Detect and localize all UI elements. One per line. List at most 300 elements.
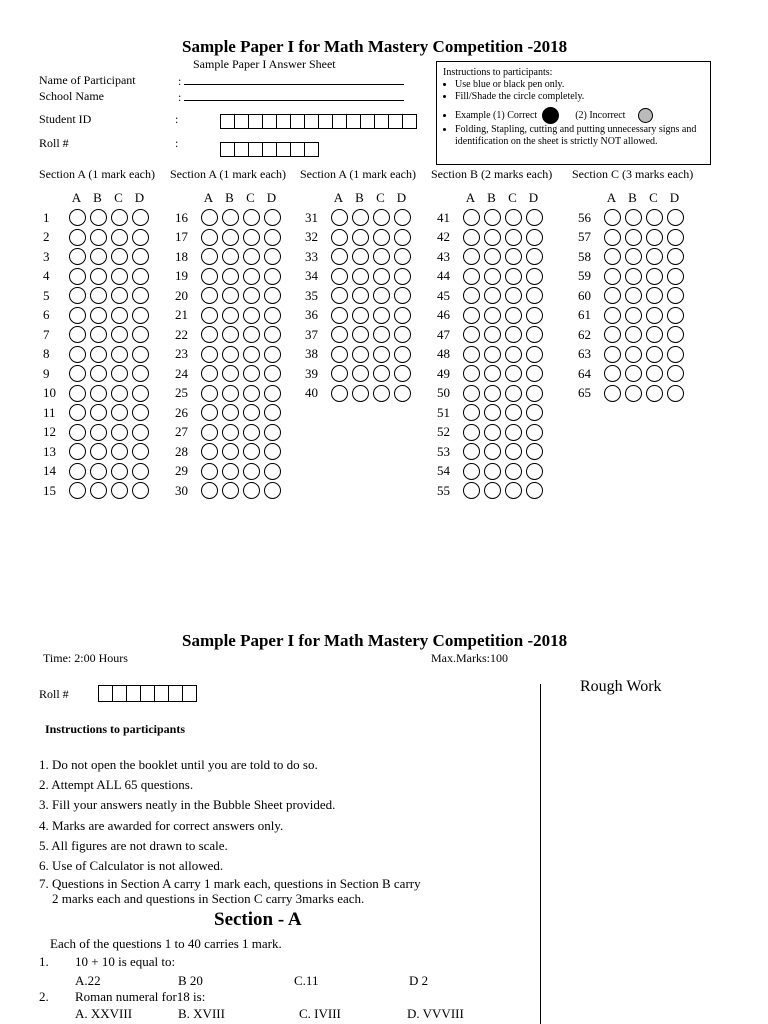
answer-bubble[interactable] xyxy=(625,287,642,304)
answer-bubble[interactable] xyxy=(69,268,86,285)
answer-bubble[interactable] xyxy=(90,365,107,382)
answer-bubble[interactable] xyxy=(69,326,86,343)
bubble-column xyxy=(175,190,281,501)
answer-bubble[interactable] xyxy=(69,248,86,265)
name-field[interactable] xyxy=(178,73,404,89)
answer-bubble[interactable] xyxy=(604,326,621,343)
answer-bubble[interactable] xyxy=(667,229,684,246)
answer-bubble[interactable] xyxy=(331,268,348,285)
answer-bubble[interactable] xyxy=(243,346,260,363)
answer-bubble[interactable] xyxy=(352,209,369,226)
answer-bubble[interactable] xyxy=(352,326,369,343)
answer-bubble[interactable] xyxy=(222,482,239,499)
answer-bubble[interactable] xyxy=(243,287,260,304)
answer-bubble[interactable] xyxy=(111,248,128,265)
answer-bubble[interactable] xyxy=(331,248,348,265)
answer-bubble[interactable] xyxy=(505,365,522,382)
answer-bubble[interactable] xyxy=(625,248,642,265)
answer-bubble[interactable] xyxy=(625,209,642,226)
answer-bubble[interactable] xyxy=(394,385,411,402)
section-a-title: Section - A xyxy=(214,909,302,930)
answer-bubble[interactable] xyxy=(604,287,621,304)
answer-bubble[interactable] xyxy=(526,307,543,324)
answer-bubble[interactable] xyxy=(264,307,281,324)
answer-bubble[interactable] xyxy=(331,287,348,304)
answer-bubble[interactable] xyxy=(90,229,107,246)
answer-bubble[interactable] xyxy=(132,463,149,480)
answer-bubble[interactable] xyxy=(646,268,663,285)
answer-bubble[interactable] xyxy=(264,229,281,246)
answer-bubble[interactable] xyxy=(526,463,543,480)
answer-bubble[interactable] xyxy=(243,424,260,441)
answer-bubble[interactable] xyxy=(505,307,522,324)
answer-bubble[interactable] xyxy=(373,248,390,265)
answer-row xyxy=(437,403,543,423)
answer-sheet-subtitle: Sample Paper I Answer Sheet xyxy=(193,57,336,71)
answer-bubble[interactable] xyxy=(201,482,218,499)
incorrect-mark-icon xyxy=(638,108,653,123)
answer-bubble[interactable] xyxy=(373,365,390,382)
answer-row xyxy=(175,345,281,365)
answer-bubble[interactable] xyxy=(394,229,411,246)
answer-row xyxy=(305,208,411,228)
answer-bubble[interactable] xyxy=(667,346,684,363)
option-letter: B xyxy=(355,190,364,205)
roll-boxes[interactable] xyxy=(220,142,318,157)
answer-bubble[interactable] xyxy=(463,209,480,226)
answer-bubble[interactable] xyxy=(604,346,621,363)
student-id-boxes[interactable] xyxy=(220,114,416,129)
answer-bubble[interactable] xyxy=(667,248,684,265)
answer-bubble[interactable] xyxy=(222,365,239,382)
answer-bubble[interactable] xyxy=(201,307,218,324)
answer-bubble[interactable] xyxy=(111,424,128,441)
answer-bubble[interactable] xyxy=(604,229,621,246)
answer-bubble[interactable] xyxy=(69,424,86,441)
answer-bubble[interactable] xyxy=(69,307,86,324)
answer-bubble[interactable] xyxy=(667,209,684,226)
answer-bubble[interactable] xyxy=(222,404,239,421)
answer-bubble[interactable] xyxy=(505,209,522,226)
answer-bubble[interactable] xyxy=(505,248,522,265)
answer-bubble[interactable] xyxy=(505,463,522,480)
answer-bubble[interactable] xyxy=(484,424,501,441)
answer-bubble[interactable] xyxy=(463,346,480,363)
answer-bubble[interactable] xyxy=(373,346,390,363)
answer-bubble[interactable] xyxy=(484,443,501,460)
answer-bubble[interactable] xyxy=(331,307,348,324)
answer-row xyxy=(175,403,281,423)
answer-bubble[interactable] xyxy=(667,287,684,304)
answer-bubble[interactable] xyxy=(264,482,281,499)
answer-bubble[interactable] xyxy=(243,365,260,382)
answer-bubble[interactable] xyxy=(132,424,149,441)
option-letter: A xyxy=(203,190,214,205)
answer-bubble[interactable] xyxy=(646,248,663,265)
answer-bubble[interactable] xyxy=(505,482,522,499)
answer-bubble[interactable] xyxy=(201,209,218,226)
answer-bubble[interactable] xyxy=(484,346,501,363)
answer-bubble[interactable] xyxy=(667,268,684,285)
answer-bubble[interactable] xyxy=(373,268,390,285)
answer-bubble[interactable] xyxy=(505,287,522,304)
answer-bubble[interactable] xyxy=(484,404,501,421)
answer-bubble[interactable] xyxy=(201,268,218,285)
answer-bubble[interactable] xyxy=(484,287,501,304)
answer-bubble[interactable] xyxy=(484,463,501,480)
answer-bubble[interactable] xyxy=(111,268,128,285)
answer-bubble[interactable] xyxy=(243,443,260,460)
answer-bubble[interactable] xyxy=(625,346,642,363)
answer-bubble[interactable] xyxy=(111,326,128,343)
answer-bubble[interactable] xyxy=(526,229,543,246)
answer-bubble[interactable] xyxy=(505,346,522,363)
answer-bubble[interactable] xyxy=(111,443,128,460)
answer-bubble[interactable] xyxy=(243,268,260,285)
answer-bubble[interactable] xyxy=(222,385,239,402)
answer-bubble[interactable] xyxy=(526,287,543,304)
question-number: 45 xyxy=(437,287,450,303)
answer-bubble[interactable] xyxy=(394,268,411,285)
answer-bubble[interactable] xyxy=(222,287,239,304)
answer-bubble[interactable] xyxy=(667,385,684,402)
answer-bubble[interactable] xyxy=(111,463,128,480)
answer-bubble[interactable] xyxy=(201,229,218,246)
answer-bubble[interactable] xyxy=(222,463,239,480)
answer-bubble[interactable] xyxy=(111,365,128,382)
answer-bubble[interactable] xyxy=(69,385,86,402)
answer-bubble[interactable] xyxy=(264,365,281,382)
answer-bubble[interactable] xyxy=(352,365,369,382)
answer-bubble[interactable] xyxy=(667,307,684,324)
answer-bubble[interactable] xyxy=(132,307,149,324)
answer-bubble[interactable] xyxy=(526,365,543,382)
answer-bubble[interactable] xyxy=(132,268,149,285)
answer-bubble[interactable] xyxy=(373,307,390,324)
answer-row xyxy=(175,325,281,345)
question-number: 1. xyxy=(39,954,49,969)
answer-bubble[interactable] xyxy=(646,346,663,363)
answer-bubble[interactable] xyxy=(463,229,480,246)
answer-bubble[interactable] xyxy=(373,326,390,343)
answer-bubble[interactable] xyxy=(69,404,86,421)
answer-bubble[interactable] xyxy=(132,346,149,363)
answer-bubble[interactable] xyxy=(394,326,411,343)
answer-bubble[interactable] xyxy=(373,385,390,402)
answer-bubble[interactable] xyxy=(69,482,86,499)
answer-bubble[interactable] xyxy=(90,463,107,480)
answer-bubble[interactable] xyxy=(604,209,621,226)
answer-bubble[interactable] xyxy=(201,404,218,421)
answer-bubble[interactable] xyxy=(463,463,480,480)
answer-bubble[interactable] xyxy=(132,482,149,499)
answer-bubble[interactable] xyxy=(222,346,239,363)
answer-bubble[interactable] xyxy=(625,268,642,285)
student-id-label: Student ID xyxy=(39,112,92,126)
answer-bubble[interactable] xyxy=(331,385,348,402)
answer-bubble[interactable] xyxy=(463,443,480,460)
answer-bubble[interactable] xyxy=(69,287,86,304)
answer-bubble[interactable] xyxy=(132,287,149,304)
question-number: 31 xyxy=(305,209,318,225)
answer-bubble[interactable] xyxy=(604,248,621,265)
answer-bubble[interactable] xyxy=(373,229,390,246)
answer-row xyxy=(43,442,149,462)
answer-bubble[interactable] xyxy=(484,248,501,265)
answer-bubble[interactable] xyxy=(463,248,480,265)
answer-bubble[interactable] xyxy=(373,209,390,226)
answer-bubble[interactable] xyxy=(646,326,663,343)
answer-bubble[interactable] xyxy=(625,307,642,324)
answer-bubble[interactable] xyxy=(201,248,218,265)
answer-bubble[interactable] xyxy=(69,209,86,226)
answer-bubble[interactable] xyxy=(201,287,218,304)
answer-row xyxy=(437,481,543,501)
answer-bubble[interactable] xyxy=(625,229,642,246)
answer-bubble[interactable] xyxy=(463,404,480,421)
answer-bubble[interactable] xyxy=(646,209,663,226)
answer-bubble[interactable] xyxy=(463,326,480,343)
answer-bubble[interactable] xyxy=(111,287,128,304)
answer-bubble[interactable] xyxy=(132,248,149,265)
question-number: 63 xyxy=(578,346,591,362)
answer-bubble[interactable] xyxy=(646,365,663,382)
answer-bubble[interactable] xyxy=(331,209,348,226)
answer-bubble[interactable] xyxy=(484,365,501,382)
answer-bubble[interactable] xyxy=(526,268,543,285)
answer-bubble[interactable] xyxy=(264,209,281,226)
answer-bubble[interactable] xyxy=(243,482,260,499)
answer-bubble[interactable] xyxy=(222,326,239,343)
answer-bubble[interactable] xyxy=(604,268,621,285)
answer-bubble[interactable] xyxy=(69,443,86,460)
answer-bubble[interactable] xyxy=(69,463,86,480)
answer-bubble[interactable] xyxy=(111,385,128,402)
answer-bubble[interactable] xyxy=(222,307,239,324)
answer-bubble[interactable] xyxy=(352,346,369,363)
answer-bubble[interactable] xyxy=(243,326,260,343)
answer-bubble[interactable] xyxy=(463,482,480,499)
answer-bubble[interactable] xyxy=(264,248,281,265)
answer-bubble[interactable] xyxy=(505,404,522,421)
answer-bubble[interactable] xyxy=(201,365,218,382)
answer-bubble[interactable] xyxy=(484,326,501,343)
answer-bubble[interactable] xyxy=(604,385,621,402)
answer-bubble[interactable] xyxy=(243,307,260,324)
answer-bubble[interactable] xyxy=(243,229,260,246)
answer-bubble[interactable] xyxy=(394,248,411,265)
answer-bubble[interactable] xyxy=(201,346,218,363)
answer-bubble[interactable] xyxy=(331,229,348,246)
answer-bubble[interactable] xyxy=(90,443,107,460)
answer-bubble[interactable] xyxy=(222,248,239,265)
section-header: Section A (1 mark each) xyxy=(39,167,155,181)
answer-bubble[interactable] xyxy=(201,326,218,343)
answer-bubble[interactable] xyxy=(463,287,480,304)
answer-bubble[interactable] xyxy=(667,326,684,343)
answer-bubble[interactable] xyxy=(243,209,260,226)
answer-bubble[interactable] xyxy=(646,307,663,324)
answer-bubble[interactable] xyxy=(352,268,369,285)
answer-bubble[interactable] xyxy=(222,443,239,460)
answer-bubble[interactable] xyxy=(69,365,86,382)
answer-bubble[interactable] xyxy=(90,287,107,304)
answer-bubble[interactable] xyxy=(90,268,107,285)
answer-bubble[interactable] xyxy=(132,385,149,402)
answer-bubble[interactable] xyxy=(111,229,128,246)
question-number: 7 xyxy=(43,326,50,342)
answer-bubble[interactable] xyxy=(352,287,369,304)
answer-bubble[interactable] xyxy=(463,385,480,402)
answer-bubble[interactable] xyxy=(264,443,281,460)
answer-bubble[interactable] xyxy=(90,326,107,343)
section-header: Section A (1 mark each) xyxy=(170,167,286,181)
answer-bubble[interactable] xyxy=(352,385,369,402)
answer-bubble[interactable] xyxy=(526,385,543,402)
answer-bubble[interactable] xyxy=(625,365,642,382)
answer-bubble[interactable] xyxy=(201,463,218,480)
answer-bubble[interactable] xyxy=(394,346,411,363)
answer-bubble[interactable] xyxy=(526,424,543,441)
answer-bubble[interactable] xyxy=(132,229,149,246)
answer-bubble[interactable] xyxy=(505,424,522,441)
answer-bubble[interactable] xyxy=(505,326,522,343)
answer-bubble[interactable] xyxy=(526,248,543,265)
answer-bubble[interactable] xyxy=(201,443,218,460)
answer-bubble[interactable] xyxy=(132,326,149,343)
answer-bubble[interactable] xyxy=(90,209,107,226)
answer-bubble[interactable] xyxy=(646,385,663,402)
answer-bubble[interactable] xyxy=(484,307,501,324)
answer-bubble[interactable] xyxy=(243,248,260,265)
answer-bubble[interactable] xyxy=(484,268,501,285)
answer-bubble[interactable] xyxy=(264,268,281,285)
answer-bubble[interactable] xyxy=(111,346,128,363)
answer-bubble[interactable] xyxy=(505,268,522,285)
answer-row xyxy=(175,442,281,462)
answer-bubble[interactable] xyxy=(505,385,522,402)
answer-bubble[interactable] xyxy=(352,229,369,246)
answer-bubble[interactable] xyxy=(201,385,218,402)
answer-row xyxy=(43,423,149,443)
question-number: 51 xyxy=(437,404,450,420)
answer-bubble[interactable] xyxy=(526,209,543,226)
answer-bubble[interactable] xyxy=(463,365,480,382)
answer-bubble[interactable] xyxy=(111,482,128,499)
question-number: 54 xyxy=(437,463,450,479)
answer-bubble[interactable] xyxy=(69,229,86,246)
answer-bubble[interactable] xyxy=(484,209,501,226)
answer-bubble[interactable] xyxy=(264,346,281,363)
answer-row xyxy=(43,286,149,306)
answer-bubble[interactable] xyxy=(526,443,543,460)
answer-bubble[interactable] xyxy=(222,424,239,441)
booklet-roll-boxes[interactable] xyxy=(98,685,196,702)
answer-bubble[interactable] xyxy=(222,209,239,226)
answer-bubble[interactable] xyxy=(394,365,411,382)
answer-bubble[interactable] xyxy=(264,385,281,402)
answer-bubble[interactable] xyxy=(463,268,480,285)
question-number: 35 xyxy=(305,287,318,303)
answer-bubble[interactable] xyxy=(90,307,107,324)
answer-bubble[interactable] xyxy=(90,385,107,402)
answer-bubble[interactable] xyxy=(90,404,107,421)
answer-bubble[interactable] xyxy=(646,287,663,304)
answer-bubble[interactable] xyxy=(331,326,348,343)
answer-bubble[interactable] xyxy=(352,248,369,265)
answer-row xyxy=(437,306,543,326)
answer-bubble[interactable] xyxy=(111,307,128,324)
answer-bubble[interactable] xyxy=(604,365,621,382)
answer-bubble[interactable] xyxy=(132,443,149,460)
answer-bubble[interactable] xyxy=(243,463,260,480)
answer-bubble[interactable] xyxy=(463,424,480,441)
answer-bubble[interactable] xyxy=(264,404,281,421)
bubble-column xyxy=(305,190,411,403)
answer-bubble[interactable] xyxy=(667,365,684,382)
answer-bubble[interactable] xyxy=(625,385,642,402)
answer-bubble[interactable] xyxy=(352,307,369,324)
answer-bubble[interactable] xyxy=(484,482,501,499)
answer-bubble[interactable] xyxy=(331,346,348,363)
answer-bubble[interactable] xyxy=(111,209,128,226)
answer-bubble[interactable] xyxy=(526,346,543,363)
answer-bubble[interactable] xyxy=(394,307,411,324)
answer-bubble[interactable] xyxy=(526,482,543,499)
bubble-column xyxy=(578,190,684,403)
answer-bubble[interactable] xyxy=(243,385,260,402)
instructions-box xyxy=(436,61,711,165)
answer-bubble[interactable] xyxy=(243,404,260,421)
answer-bubble[interactable] xyxy=(463,307,480,324)
answer-bubble[interactable] xyxy=(484,385,501,402)
answer-bubble[interactable] xyxy=(373,287,390,304)
answer-bubble[interactable] xyxy=(90,482,107,499)
answer-bubble[interactable] xyxy=(394,287,411,304)
answer-bubble[interactable] xyxy=(69,346,86,363)
answer-bubble[interactable] xyxy=(331,365,348,382)
answer-bubble[interactable] xyxy=(604,307,621,324)
answer-bubble[interactable] xyxy=(625,326,642,343)
answer-bubble[interactable] xyxy=(132,404,149,421)
answer-bubble[interactable] xyxy=(132,365,149,382)
answer-bubble[interactable] xyxy=(505,229,522,246)
option-letters-header xyxy=(331,190,411,208)
booklet-title: Sample Paper I for Math Mastery Competition -2018 xyxy=(182,631,568,650)
answer-bubble[interactable] xyxy=(111,404,128,421)
answer-bubble[interactable] xyxy=(222,268,239,285)
answer-bubble[interactable] xyxy=(526,326,543,343)
answer-bubble[interactable] xyxy=(394,209,411,226)
answer-bubble[interactable] xyxy=(90,424,107,441)
answer-bubble[interactable] xyxy=(526,404,543,421)
answer-bubble[interactable] xyxy=(505,443,522,460)
answer-bubble[interactable] xyxy=(90,248,107,265)
answer-bubble[interactable] xyxy=(201,424,218,441)
answer-row xyxy=(437,267,543,287)
answer-bubble[interactable] xyxy=(264,424,281,441)
answer-bubble[interactable] xyxy=(264,326,281,343)
answer-bubble[interactable] xyxy=(90,346,107,363)
answer-bubble[interactable] xyxy=(646,229,663,246)
option-letter: C xyxy=(114,190,123,205)
school-field[interactable] xyxy=(178,89,404,105)
answer-bubble[interactable] xyxy=(132,209,149,226)
answer-bubble[interactable] xyxy=(222,229,239,246)
answer-bubble[interactable] xyxy=(264,287,281,304)
answer-bubble[interactable] xyxy=(264,463,281,480)
answer-bubble[interactable] xyxy=(484,229,501,246)
